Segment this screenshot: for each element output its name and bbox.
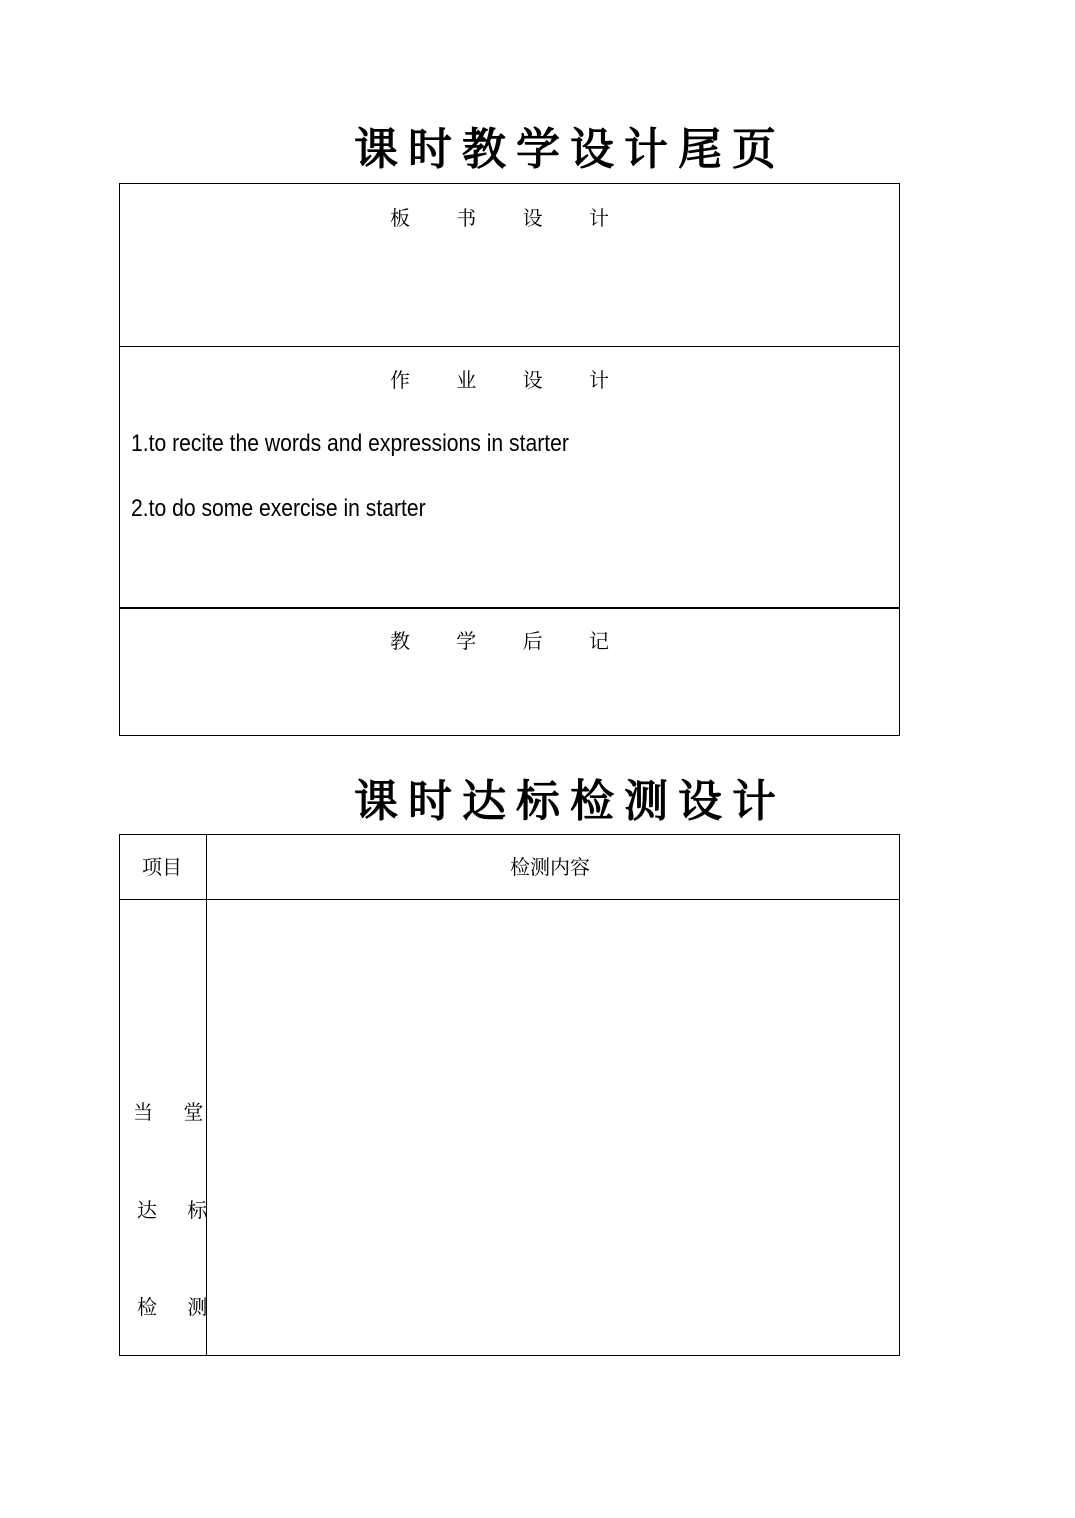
column-divider (206, 835, 207, 1355)
page-title: 课时教学设计尾页 (354, 124, 786, 175)
column-header-item: 项目 (142, 855, 182, 879)
board-design-heading: 板 书 设 计 (389, 206, 630, 230)
divider (120, 346, 899, 347)
teaching-reflection-heading: 教 学 后 记 (389, 629, 630, 653)
homework-item: 1.to recite the words and expressions in starter (131, 430, 569, 457)
lesson-end-table (119, 183, 900, 736)
header-divider (120, 899, 899, 900)
row-label-line: 检 测 (137, 1295, 220, 1319)
homework-item: 2.to do some exercise in starter (131, 495, 426, 522)
divider (120, 607, 899, 609)
row-label-line: 达 标 (137, 1198, 220, 1222)
assessment-table (119, 834, 900, 1356)
homework-design-heading: 作 业 设 计 (389, 368, 630, 392)
assessment-title: 课时达标检测设计 (354, 776, 786, 827)
column-header-content: 检测内容 (510, 855, 590, 879)
row-label-line: 当 堂 (133, 1100, 216, 1124)
